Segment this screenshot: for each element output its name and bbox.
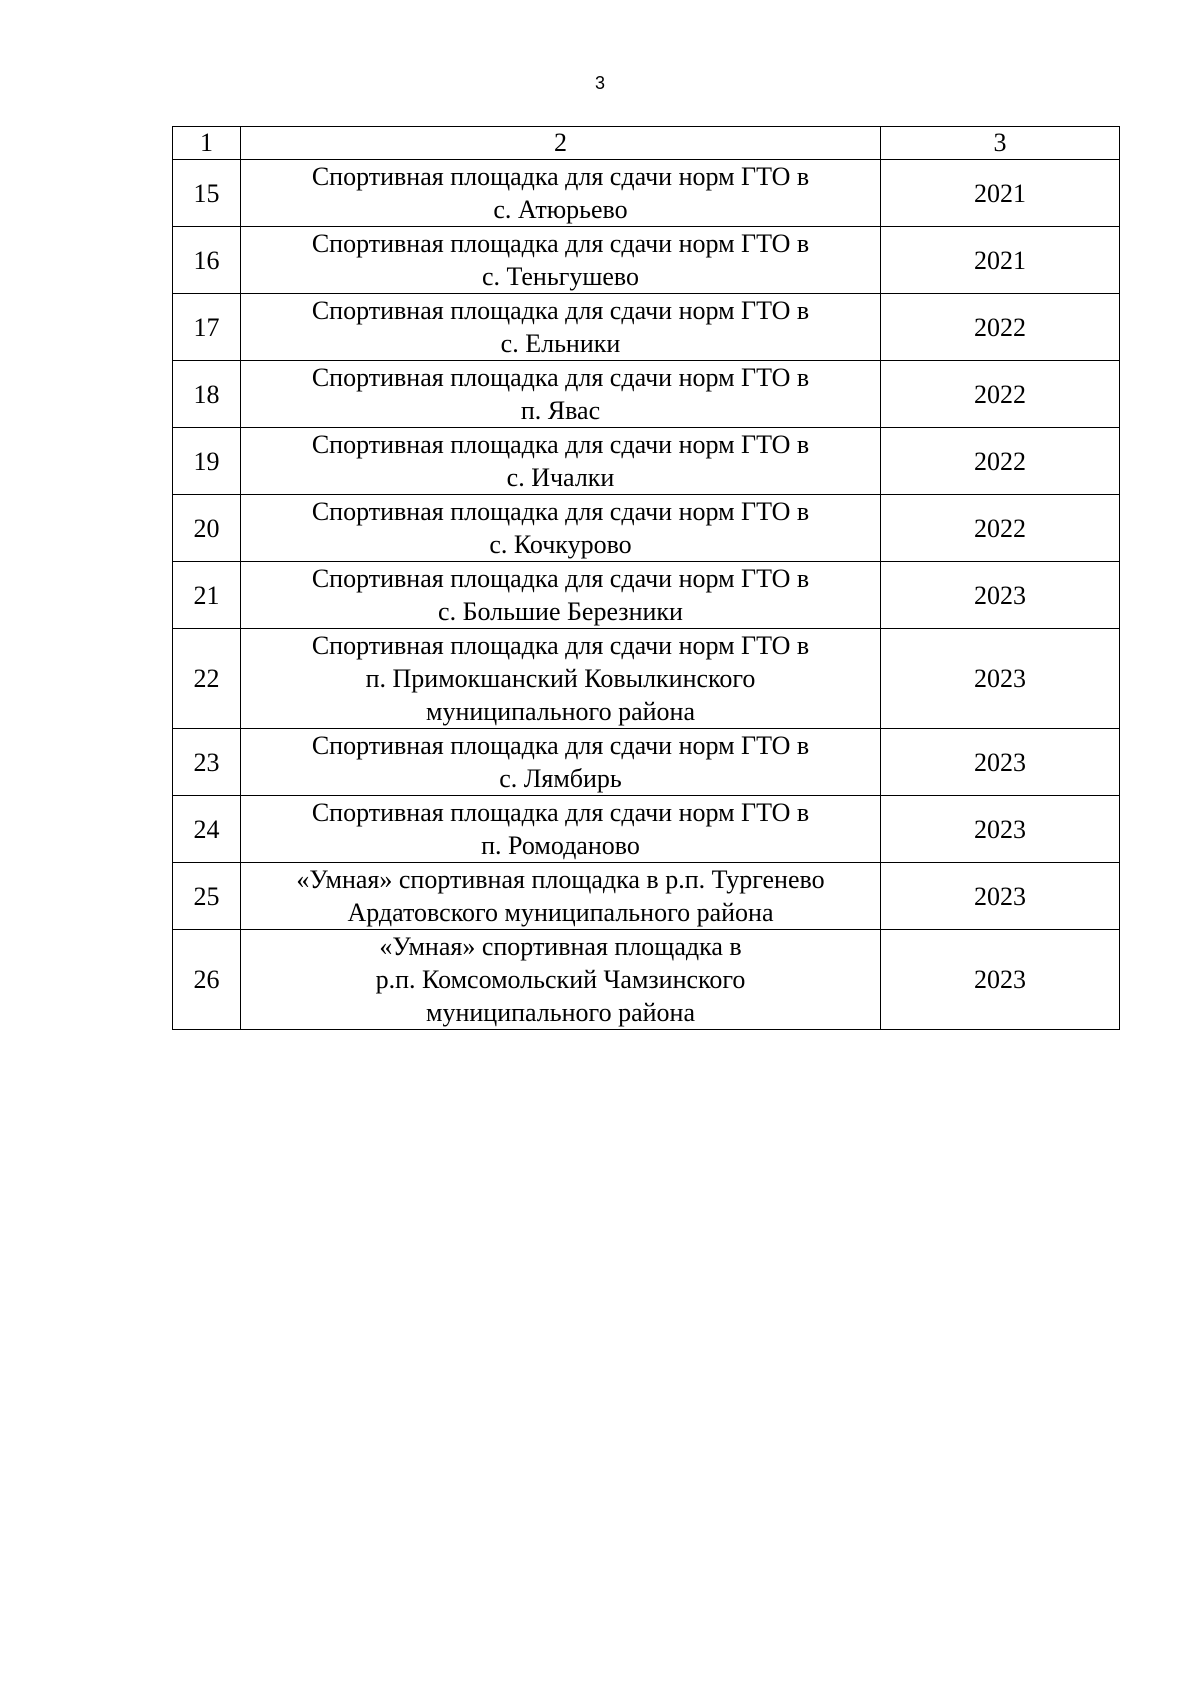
facility-name: Спортивная площадка для сдачи норм ГТО в с. Атюрьево (241, 160, 881, 227)
year: 2023 (881, 930, 1120, 1030)
row-number: 19 (173, 428, 241, 495)
row-number: 25 (173, 863, 241, 930)
table-row (173, 495, 1120, 562)
header-cell-3: 3 (881, 127, 1120, 160)
facility-name: Спортивная площадка для сдачи норм ГТО в с. Большие Березники (241, 562, 881, 629)
year: 2022 (881, 428, 1120, 495)
table-row (173, 227, 1120, 294)
facility-name: Спортивная площадка для сдачи норм ГТО в п. Ромоданово (241, 796, 881, 863)
row-number: 26 (173, 930, 241, 1030)
year: 2023 (881, 796, 1120, 863)
page-number: 3 (594, 73, 605, 93)
year: 2023 (881, 863, 1120, 930)
row-number: 16 (173, 227, 241, 294)
header-cell-2: 2 (241, 127, 881, 160)
table-row (173, 160, 1120, 227)
table-header-row (173, 127, 1120, 160)
year: 2021 (881, 160, 1120, 227)
table-row (173, 796, 1120, 863)
table-row (173, 863, 1120, 930)
row-number: 22 (173, 629, 241, 729)
facility-name: «Умная» спортивная площадка в р.п. Комсомольский Чамзинского муниципального района (241, 930, 881, 1030)
year: 2021 (881, 227, 1120, 294)
row-number: 21 (173, 562, 241, 629)
table-row (173, 930, 1120, 1030)
facility-name: Спортивная площадка для сдачи норм ГТО в с. Теньгушево (241, 227, 881, 294)
facility-name: Спортивная площадка для сдачи норм ГТО в с. Лямбирь (241, 729, 881, 796)
year: 2023 (881, 729, 1120, 796)
objects-table (172, 126, 1120, 1030)
year: 2022 (881, 495, 1120, 562)
year: 2022 (881, 294, 1120, 361)
table-row (173, 294, 1120, 361)
row-number: 15 (173, 160, 241, 227)
table-row (173, 428, 1120, 495)
table-row (173, 629, 1120, 729)
row-number: 20 (173, 495, 241, 562)
facility-name: Спортивная площадка для сдачи норм ГТО в п. Явас (241, 361, 881, 428)
facility-name: Спортивная площадка для сдачи норм ГТО в с. Ельники (241, 294, 881, 361)
table-row (173, 562, 1120, 629)
row-number: 17 (173, 294, 241, 361)
row-number: 23 (173, 729, 241, 796)
facility-name: Спортивная площадка для сдачи норм ГТО в п. Примокшанский Ковылкинского муниципального района (241, 629, 881, 729)
table-row (173, 729, 1120, 796)
year: 2022 (881, 361, 1120, 428)
year: 2023 (881, 562, 1120, 629)
row-number: 18 (173, 361, 241, 428)
table-row (173, 361, 1120, 428)
facility-name: «Умная» спортивная площадка в р.п. Тургенево Ардатовского муниципального района (241, 863, 881, 930)
facility-name: Спортивная площадка для сдачи норм ГТО в с. Ичалки (241, 428, 881, 495)
row-number: 24 (173, 796, 241, 863)
facility-name: Спортивная площадка для сдачи норм ГТО в с. Кочкурово (241, 495, 881, 562)
header-cell-1: 1 (173, 127, 241, 160)
year: 2023 (881, 629, 1120, 729)
